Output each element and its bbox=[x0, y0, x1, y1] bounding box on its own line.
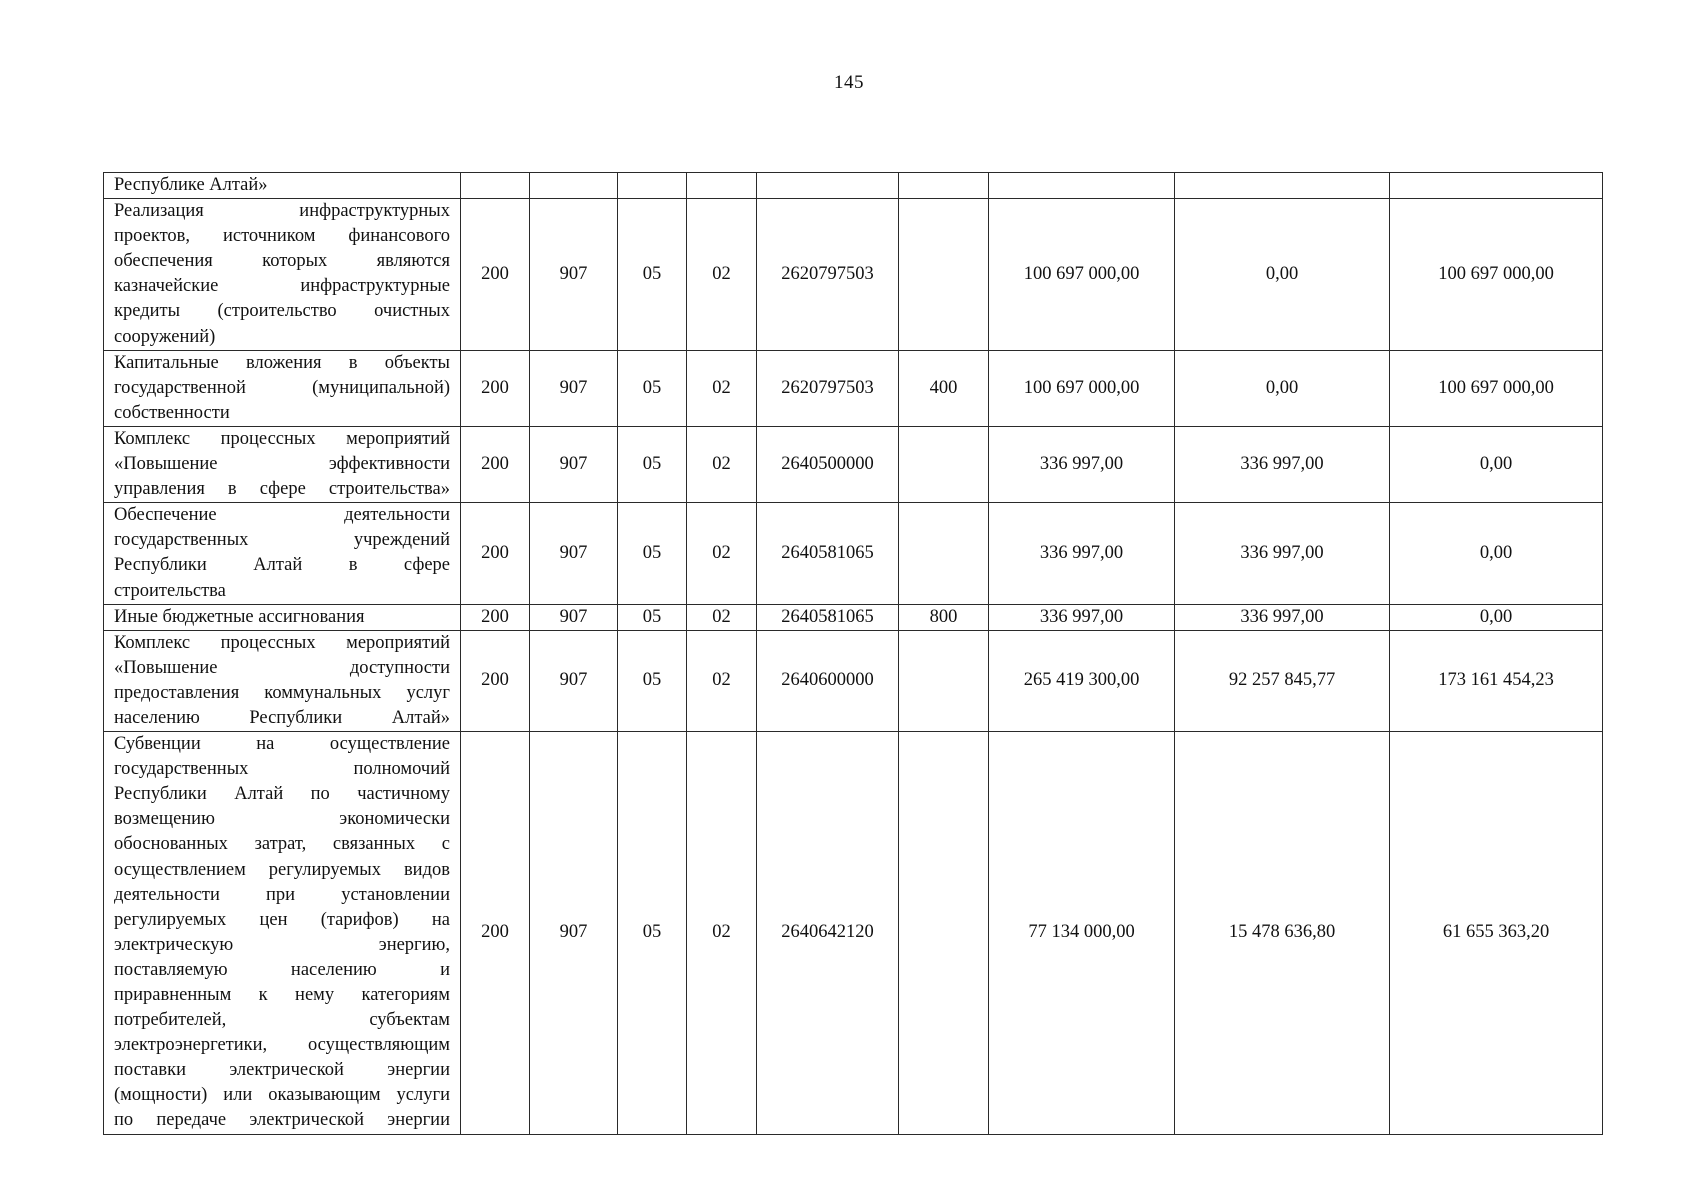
cell-admin-code: 200 bbox=[461, 503, 530, 604]
description-word: передаче bbox=[156, 1110, 227, 1131]
description-word: инфраструктурных bbox=[299, 201, 450, 222]
description-line bbox=[114, 1058, 450, 1083]
description-word: осуществлением bbox=[114, 859, 246, 880]
cell-target-article: 2640581065 bbox=[757, 503, 899, 604]
description-word: с bbox=[441, 834, 450, 855]
description-word: связанных bbox=[332, 834, 416, 855]
cell-description bbox=[104, 604, 461, 630]
description-line bbox=[114, 631, 450, 656]
description-word: частичному bbox=[357, 784, 450, 805]
description-word: экономически bbox=[339, 809, 450, 830]
description-word: электрической bbox=[249, 1110, 365, 1131]
description-word: «Повышение bbox=[114, 657, 218, 678]
description-word: Субвенции bbox=[114, 734, 201, 755]
cell-admin-code bbox=[461, 173, 530, 199]
description-word: регулируемых bbox=[114, 909, 227, 930]
cell-subsection-code: 02 bbox=[687, 503, 757, 604]
description-line bbox=[114, 1108, 450, 1133]
cell-amount-total: 100 697 000,00 bbox=[989, 199, 1175, 351]
cell-description bbox=[104, 199, 461, 351]
description-word: цен bbox=[259, 909, 288, 930]
description-line bbox=[114, 807, 450, 832]
description-word: кредиты bbox=[114, 301, 181, 322]
cell-amount-1: 336 997,00 bbox=[1175, 503, 1390, 604]
description-word: электрической bbox=[229, 1060, 344, 1081]
description-word: услуг bbox=[406, 682, 450, 703]
description-line bbox=[114, 1083, 450, 1108]
description-word: электрическую bbox=[114, 934, 234, 955]
description-word: «Повышение bbox=[114, 454, 218, 475]
table-row bbox=[104, 503, 1603, 604]
description-word: Республики bbox=[114, 555, 207, 576]
description-word: населению bbox=[114, 707, 200, 728]
description-word: Республики bbox=[249, 707, 343, 728]
description-line bbox=[114, 199, 450, 224]
description-line bbox=[114, 351, 450, 376]
table-row bbox=[104, 199, 1603, 351]
description-line bbox=[114, 908, 450, 933]
description-line bbox=[114, 706, 450, 731]
table-row bbox=[104, 630, 1603, 731]
description-word: Алтай bbox=[253, 555, 303, 576]
description-word: возмещению bbox=[114, 809, 215, 830]
table-row bbox=[104, 732, 1603, 1135]
cell-section-code: 05 bbox=[618, 350, 687, 426]
description-word: Алтай» bbox=[391, 707, 450, 728]
cell-section-code: 05 bbox=[618, 630, 687, 731]
cell-amount-2: 0,00 bbox=[1390, 426, 1603, 502]
description-word: которых bbox=[262, 251, 328, 272]
description-line bbox=[114, 681, 450, 706]
cell-description bbox=[104, 173, 461, 199]
description-word: процессных bbox=[220, 632, 316, 653]
description-word: предоставления bbox=[114, 682, 240, 703]
cell-admin-code: 200 bbox=[461, 630, 530, 731]
cell-description bbox=[104, 732, 461, 1135]
cell-amount-total: 100 697 000,00 bbox=[989, 350, 1175, 426]
description-word: нему bbox=[295, 985, 335, 1005]
cell-expense-type: 800 bbox=[899, 604, 989, 630]
description-word: государственной bbox=[114, 377, 246, 398]
cell-amount-2: 173 161 454,23 bbox=[1390, 630, 1603, 731]
cell-expense-type bbox=[899, 630, 989, 731]
description-word: в bbox=[348, 555, 358, 576]
description-line: Иные бюджетные ассигнования bbox=[114, 606, 365, 627]
description-line bbox=[114, 933, 450, 958]
cell-target-article: 2620797503 bbox=[757, 199, 899, 351]
description-word: Комплекс bbox=[114, 428, 191, 449]
description-line bbox=[114, 452, 450, 477]
cell-amount-2: 0,00 bbox=[1390, 503, 1603, 604]
cell-target-article: 2640642120 bbox=[757, 732, 899, 1135]
description-line bbox=[114, 427, 450, 452]
cell-amount-total bbox=[989, 173, 1175, 199]
cell-amount-1: 336 997,00 bbox=[1175, 426, 1390, 502]
description-word: энергии bbox=[387, 1110, 450, 1131]
description-line: Республике Алтай» bbox=[114, 175, 268, 195]
table-row bbox=[104, 173, 1603, 199]
description-line bbox=[114, 528, 450, 553]
cell-description bbox=[104, 630, 461, 731]
description-line bbox=[114, 983, 450, 1008]
description-word: коммунальных bbox=[264, 682, 382, 703]
description-line bbox=[114, 376, 450, 401]
description-word: поставляемую bbox=[114, 959, 228, 980]
cell-section-code: 05 bbox=[618, 604, 687, 630]
description-word: мероприятий bbox=[346, 428, 450, 449]
description-word: на bbox=[431, 909, 450, 930]
description-line bbox=[114, 299, 450, 324]
description-line: сооружений) bbox=[114, 326, 216, 347]
description-word: потребителей, bbox=[114, 1010, 227, 1031]
description-word: энергии bbox=[387, 1060, 450, 1081]
cell-department-code: 907 bbox=[530, 732, 618, 1135]
description-line bbox=[114, 477, 450, 502]
cell-amount-1: 15 478 636,80 bbox=[1175, 732, 1390, 1135]
description-word: обоснованных bbox=[114, 834, 228, 855]
cell-amount-2: 0,00 bbox=[1390, 604, 1603, 630]
cell-amount-total: 336 997,00 bbox=[989, 503, 1175, 604]
description-word: (тарифов) bbox=[320, 909, 399, 930]
cell-amount-2: 100 697 000,00 bbox=[1390, 350, 1603, 426]
description-line bbox=[114, 883, 450, 908]
description-word: (строительство bbox=[217, 301, 337, 322]
cell-expense-type bbox=[899, 426, 989, 502]
cell-subsection-code bbox=[687, 173, 757, 199]
description-word: регулируемых bbox=[268, 859, 381, 880]
description-line bbox=[114, 732, 450, 757]
description-word: услуги bbox=[396, 1085, 450, 1106]
cell-section-code bbox=[618, 173, 687, 199]
description-word: или bbox=[223, 1085, 253, 1106]
cell-amount-total: 77 134 000,00 bbox=[989, 732, 1175, 1135]
cell-description bbox=[104, 426, 461, 502]
cell-section-code: 05 bbox=[618, 199, 687, 351]
description-word: затрат, bbox=[254, 834, 307, 855]
description-word: электроэнергетики, bbox=[114, 1035, 268, 1056]
description-word: в bbox=[227, 479, 237, 500]
description-word: Республики bbox=[114, 784, 207, 805]
cell-admin-code: 200 bbox=[461, 350, 530, 426]
cell-amount-2 bbox=[1390, 173, 1603, 199]
cell-subsection-code: 02 bbox=[687, 630, 757, 731]
description-line bbox=[114, 249, 450, 274]
description-word: объекты bbox=[384, 352, 450, 373]
description-word: Капитальные bbox=[114, 352, 219, 373]
description-word: деятельности bbox=[344, 505, 450, 526]
description-word: энергию, bbox=[378, 934, 450, 955]
description-word: при bbox=[266, 884, 296, 905]
description-word: обеспечения bbox=[114, 251, 213, 272]
cell-description bbox=[104, 350, 461, 426]
description-word: казначейские bbox=[114, 276, 219, 297]
description-word: осуществление bbox=[329, 734, 450, 755]
description-word: (муниципальной) bbox=[312, 377, 450, 398]
description-word: являются bbox=[376, 251, 450, 272]
cell-department-code: 907 bbox=[530, 503, 618, 604]
cell-admin-code: 200 bbox=[461, 199, 530, 351]
description-word: строительства» bbox=[328, 479, 450, 500]
description-word: Реализация bbox=[114, 201, 204, 222]
cell-amount-total: 336 997,00 bbox=[989, 426, 1175, 502]
description-word: сфере bbox=[403, 555, 450, 576]
cell-amount-2: 61 655 363,20 bbox=[1390, 732, 1603, 1135]
cell-subsection-code: 02 bbox=[687, 604, 757, 630]
description-word: в bbox=[348, 352, 358, 373]
cell-target-article: 2640500000 bbox=[757, 426, 899, 502]
description-word: по bbox=[114, 1110, 134, 1131]
description-word: субъектам bbox=[369, 1010, 450, 1031]
description-word: государственных bbox=[114, 759, 249, 780]
description-word: категориям bbox=[361, 985, 450, 1005]
cell-section-code: 05 bbox=[618, 503, 687, 604]
cell-section-code: 05 bbox=[618, 426, 687, 502]
description-word: видов bbox=[403, 859, 450, 880]
description-word: источником bbox=[222, 226, 316, 247]
description-word: (мощности) bbox=[114, 1085, 208, 1106]
cell-department-code bbox=[530, 173, 618, 199]
description-word: осуществляющим bbox=[307, 1035, 450, 1056]
cell-target-article: 2640581065 bbox=[757, 604, 899, 630]
cell-expense-type bbox=[899, 199, 989, 351]
cell-target-article bbox=[757, 173, 899, 199]
cell-subsection-code: 02 bbox=[687, 350, 757, 426]
description-word: финансового bbox=[348, 226, 450, 247]
description-line bbox=[114, 858, 450, 883]
cell-subsection-code: 02 bbox=[687, 199, 757, 351]
page-number: 145 bbox=[834, 72, 864, 93]
description-line bbox=[114, 1008, 450, 1033]
cell-expense-type: 400 bbox=[899, 350, 989, 426]
cell-amount-1: 92 257 845,77 bbox=[1175, 630, 1390, 731]
cell-expense-type bbox=[899, 732, 989, 1135]
cell-section-code: 05 bbox=[618, 732, 687, 1135]
description-line: собственности bbox=[114, 402, 230, 423]
description-line bbox=[114, 274, 450, 299]
description-line bbox=[114, 782, 450, 807]
cell-target-article: 2620797503 bbox=[757, 350, 899, 426]
description-word: приравненным bbox=[114, 985, 232, 1005]
cell-amount-total: 265 419 300,00 bbox=[989, 630, 1175, 731]
cell-department-code: 907 bbox=[530, 350, 618, 426]
description-word: полномочий bbox=[353, 759, 450, 780]
description-word: оказывающим bbox=[268, 1085, 381, 1106]
description-word: доступности bbox=[349, 657, 450, 678]
table-row bbox=[104, 604, 1603, 630]
description-word: вложения bbox=[245, 352, 322, 373]
cell-department-code: 907 bbox=[530, 199, 618, 351]
description-word: и bbox=[440, 959, 450, 980]
description-word: сфере bbox=[259, 479, 306, 500]
description-line bbox=[114, 832, 450, 857]
cell-department-code: 907 bbox=[530, 630, 618, 731]
description-word: Обеспечение bbox=[114, 505, 217, 526]
cell-amount-1 bbox=[1175, 173, 1390, 199]
description-line bbox=[114, 656, 450, 681]
cell-admin-code: 200 bbox=[461, 732, 530, 1135]
description-word: установлении bbox=[341, 884, 450, 905]
description-word: мероприятий bbox=[346, 632, 450, 653]
description-word: учреждений bbox=[353, 530, 450, 551]
cell-department-code: 907 bbox=[530, 426, 618, 502]
description-word: проектов, bbox=[114, 226, 191, 247]
description-word: к bbox=[258, 985, 268, 1005]
table-row bbox=[104, 350, 1603, 426]
description-word: инфраструктурные bbox=[300, 276, 450, 297]
cell-admin-code: 200 bbox=[461, 604, 530, 630]
description-word: на bbox=[256, 734, 275, 755]
description-word: поставки bbox=[114, 1060, 186, 1081]
description-line bbox=[114, 224, 450, 249]
description-line: строительства bbox=[114, 580, 226, 601]
description-word: эффективности bbox=[328, 454, 450, 475]
description-word: очистных bbox=[374, 301, 450, 322]
cell-amount-total: 336 997,00 bbox=[989, 604, 1175, 630]
description-word: государственных bbox=[114, 530, 249, 551]
cell-expense-type bbox=[899, 503, 989, 604]
description-line bbox=[114, 757, 450, 782]
cell-amount-1: 0,00 bbox=[1175, 199, 1390, 351]
cell-department-code: 907 bbox=[530, 604, 618, 630]
description-word: по bbox=[310, 784, 330, 805]
cell-subsection-code: 02 bbox=[687, 426, 757, 502]
cell-subsection-code: 02 bbox=[687, 732, 757, 1135]
description-line bbox=[114, 503, 450, 528]
description-word: Комплекс bbox=[114, 632, 191, 653]
cell-description bbox=[104, 503, 461, 604]
cell-amount-1: 336 997,00 bbox=[1175, 604, 1390, 630]
cell-amount-2: 100 697 000,00 bbox=[1390, 199, 1603, 351]
table-body bbox=[104, 173, 1603, 1135]
description-word: Алтай bbox=[234, 784, 284, 805]
description-word: деятельности bbox=[114, 884, 220, 905]
cell-amount-1: 0,00 bbox=[1175, 350, 1390, 426]
description-line bbox=[114, 958, 450, 983]
cell-admin-code: 200 bbox=[461, 426, 530, 502]
description-word: процессных bbox=[220, 428, 316, 449]
cell-expense-type bbox=[899, 173, 989, 199]
budget-table bbox=[103, 172, 1603, 1135]
description-line bbox=[114, 1033, 450, 1058]
description-line bbox=[114, 553, 450, 578]
cell-target-article: 2640600000 bbox=[757, 630, 899, 731]
description-word: населению bbox=[290, 959, 377, 980]
description-word: управления bbox=[114, 479, 205, 500]
table-row bbox=[104, 426, 1603, 502]
